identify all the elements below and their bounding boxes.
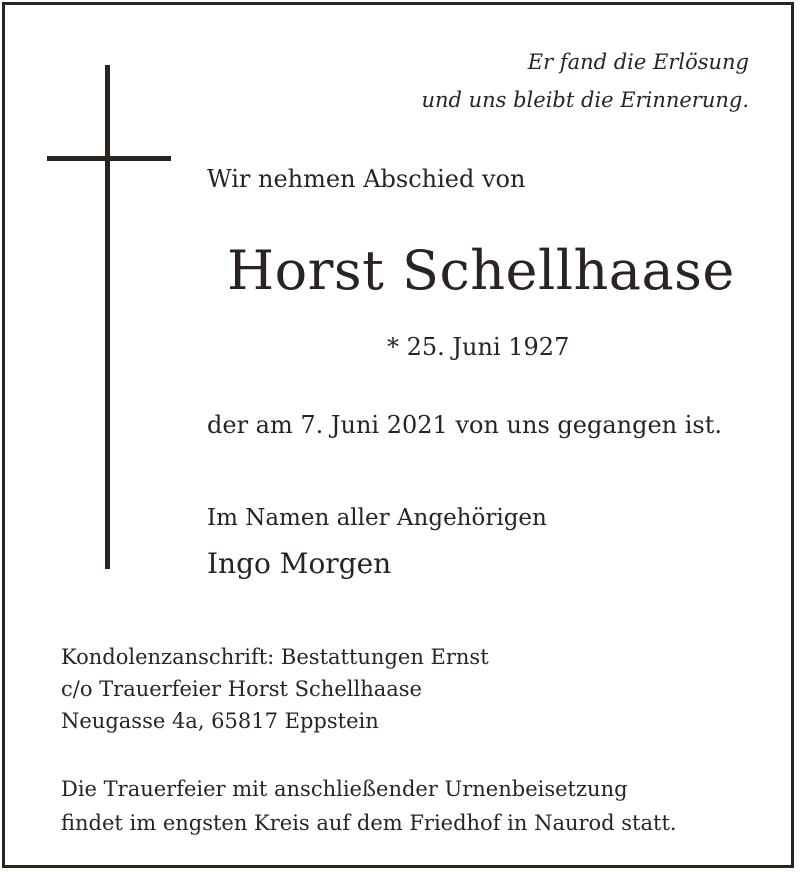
death-line: der am 7. Juni 2021 von uns gegangen ist. (207, 411, 723, 439)
birth-date: * 25. Juni 1927 (387, 333, 570, 361)
condolence-address-line-1: Kondolenzanschrift: Bestattungen Ernst (61, 645, 489, 669)
family-line: Im Namen aller Angehörigen (207, 505, 547, 531)
deceased-name: Horst Schellhaase (227, 239, 735, 302)
obituary-frame (2, 2, 794, 868)
condolence-address-line-2: c/o Trauerfeier Horst Schellhaase (61, 677, 422, 701)
cross-vertical-bar (105, 65, 110, 569)
farewell-intro: Wir nehmen Abschied von (207, 165, 526, 193)
signer-name: Ingo Morgen (207, 547, 392, 580)
funeral-note-line-2: findet im engsten Kreis auf dem Friedhof in Naurod statt. (61, 811, 677, 835)
motto-line-1: Er fand die Erlösung (527, 50, 749, 74)
cross-horizontal-bar (47, 156, 171, 161)
condolence-address-line-3: Neugasse 4a, 65817 Eppstein (61, 709, 379, 733)
motto-line-2: und uns bleibt die Erinnerung. (421, 88, 749, 112)
funeral-note-line-1: Die Trauerfeier mit anschließender Urnenbeisetzung (61, 777, 628, 801)
